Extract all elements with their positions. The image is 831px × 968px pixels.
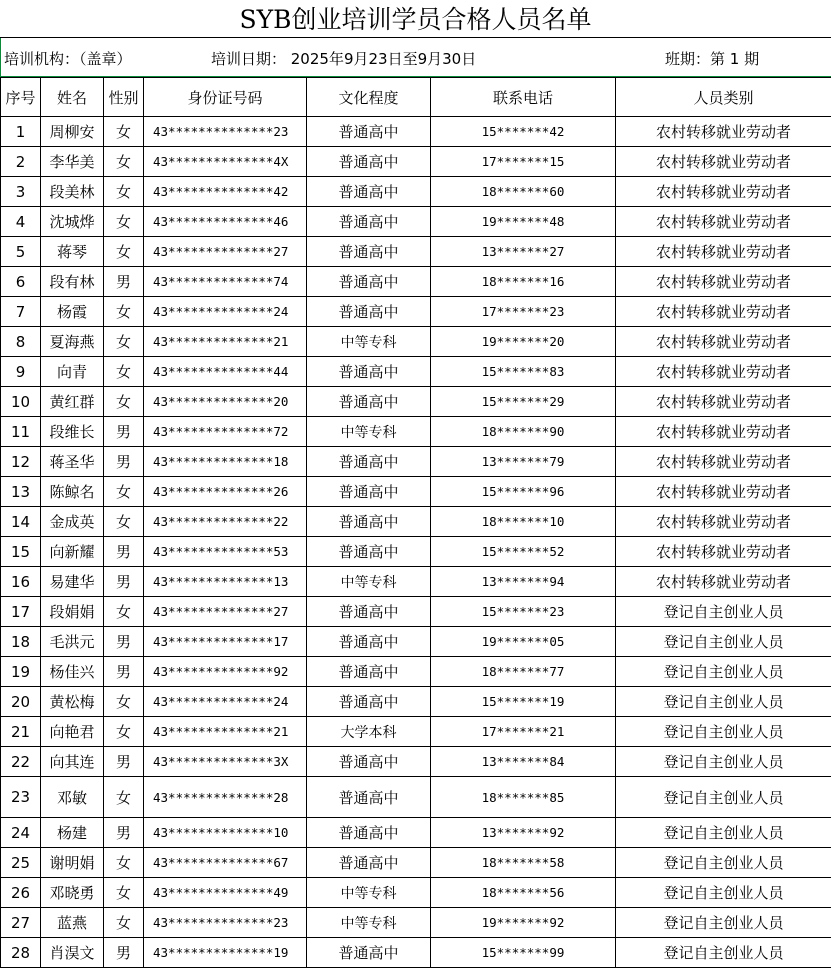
table-row [1,237,831,267]
table-row [1,777,831,818]
cell-no[interactable]: 20 [1,687,41,717]
class-period: 班期：第 1 期 [665,48,759,69]
cell-no[interactable]: 12 [1,447,41,477]
cell-id-number[interactable]: 43**************17 [144,627,307,657]
cell-id-number[interactable]: 43**************92 [144,657,307,687]
cell-category[interactable]: 登记自主创业人员 [616,878,831,908]
cell-id-number[interactable]: 43**************49 [144,878,307,908]
table-row [1,177,831,207]
cell-name[interactable]: 金成英 [41,507,104,537]
cell-phone[interactable]: 15*******52 [431,537,616,567]
cell-no[interactable]: 27 [1,908,41,938]
cell-name[interactable]: 沈城烨 [41,207,104,237]
cell-no[interactable]: 18 [1,627,41,657]
cell-category[interactable]: 农村转移就业劳动者 [616,297,831,327]
header-row [1,78,831,117]
table-row [1,417,831,447]
cell-phone[interactable]: 15*******83 [431,357,616,387]
cell-no[interactable]: 28 [1,938,41,968]
cell-gender[interactable]: 女 [104,848,144,878]
table-row [1,477,831,507]
cell-name[interactable]: 段美林 [41,177,104,207]
cell-id-number[interactable]: 43**************18 [144,447,307,477]
cell-phone[interactable]: 18*******10 [431,507,616,537]
cell-id-number[interactable]: 43**************67 [144,848,307,878]
table-row [1,627,831,657]
cell-phone[interactable]: 18*******77 [431,657,616,687]
cell-category[interactable]: 农村转移就业劳动者 [616,507,831,537]
cell-no[interactable]: 21 [1,717,41,747]
cell-gender[interactable]: 女 [104,237,144,267]
cell-name[interactable]: 夏海燕 [41,327,104,357]
cell-gender[interactable]: 男 [104,818,144,848]
header-no[interactable]: 序号 [1,78,41,117]
cell-education[interactable]: 普通高中 [307,657,431,687]
cell-name[interactable]: 杨霞 [41,297,104,327]
table-row [1,507,831,537]
cell-gender[interactable]: 女 [104,117,144,147]
cell-education[interactable]: 中等专科 [307,878,431,908]
table-row [1,117,831,147]
cell-gender[interactable]: 女 [104,177,144,207]
cell-no[interactable]: 26 [1,878,41,908]
cell-category[interactable]: 登记自主创业人员 [616,747,831,777]
cell-phone[interactable]: 19*******92 [431,908,616,938]
cell-phone[interactable]: 15*******29 [431,387,616,417]
cell-phone[interactable]: 18*******56 [431,878,616,908]
cell-id-number[interactable]: 43**************72 [144,417,307,447]
table-row [1,447,831,477]
cell-category[interactable]: 农村转移就业劳动者 [616,327,831,357]
cell-no[interactable]: 5 [1,237,41,267]
cell-education[interactable]: 普通高中 [307,147,431,177]
cell-id-number[interactable]: 43**************42 [144,177,307,207]
table-row [1,848,831,878]
cell-no[interactable]: 6 [1,267,41,297]
cell-no[interactable]: 4 [1,207,41,237]
cell-education[interactable]: 普通高中 [307,117,431,147]
cell-education[interactable]: 普通高中 [307,537,431,567]
cell-education[interactable]: 普通高中 [307,777,431,818]
cell-gender[interactable]: 女 [104,507,144,537]
cell-no[interactable]: 16 [1,567,41,597]
cell-education[interactable]: 普通高中 [307,177,431,207]
cell-phone[interactable]: 17*******15 [431,147,616,177]
cell-category[interactable]: 农村转移就业劳动者 [616,447,831,477]
header-phone[interactable]: 联系电话 [431,78,616,117]
cell-name[interactable]: 段维长 [41,417,104,447]
cell-gender[interactable]: 女 [104,207,144,237]
cell-education[interactable]: 普通高中 [307,848,431,878]
cell-phone[interactable]: 13*******92 [431,818,616,848]
cell-gender[interactable]: 男 [104,567,144,597]
cell-category[interactable]: 登记自主创业人员 [616,687,831,717]
table-row [1,687,831,717]
cell-education[interactable]: 大学本科 [307,717,431,747]
cell-education[interactable]: 普通高中 [307,818,431,848]
cell-education[interactable]: 普通高中 [307,747,431,777]
cell-gender[interactable]: 女 [104,477,144,507]
cell-name[interactable]: 向新耀 [41,537,104,567]
cell-phone[interactable]: 13*******94 [431,567,616,597]
cell-gender[interactable]: 男 [104,537,144,567]
cell-id-number[interactable]: 43**************26 [144,477,307,507]
cell-no[interactable]: 19 [1,657,41,687]
cell-category[interactable]: 农村转移就业劳动者 [616,117,831,147]
cell-phone[interactable]: 18*******16 [431,267,616,297]
cell-phone[interactable]: 19*******20 [431,327,616,357]
cell-no[interactable]: 22 [1,747,41,777]
header-id[interactable]: 身份证号码 [144,78,307,117]
cell-no[interactable]: 25 [1,848,41,878]
cell-name[interactable]: 段娟娟 [41,597,104,627]
training-date: 培训日期： 2025年9月23日至9月30日 [211,48,476,69]
table-row [1,207,831,237]
cell-name[interactable]: 杨建 [41,818,104,848]
cell-education[interactable]: 普通高中 [307,507,431,537]
cell-category[interactable]: 登记自主创业人员 [616,717,831,747]
cell-phone[interactable]: 13*******79 [431,447,616,477]
cell-phone[interactable]: 19*******48 [431,207,616,237]
header-education[interactable]: 文化程度 [307,78,431,117]
cell-category[interactable]: 农村转移就业劳动者 [616,357,831,387]
cell-education[interactable]: 普通高中 [307,237,431,267]
cell-name[interactable]: 段有林 [41,267,104,297]
table-row [1,657,831,687]
cell-id-number[interactable]: 43**************23 [144,117,307,147]
cell-name[interactable]: 邓敏 [41,777,104,818]
cell-education[interactable]: 普通高中 [307,357,431,387]
cell-no[interactable]: 14 [1,507,41,537]
cell-id-number[interactable]: 43**************21 [144,717,307,747]
table-row [1,908,831,938]
cell-id-number[interactable]: 43**************24 [144,297,307,327]
cell-education[interactable]: 普通高中 [307,627,431,657]
table-row [1,597,831,627]
cell-gender[interactable]: 女 [104,717,144,747]
cell-no[interactable]: 7 [1,297,41,327]
cell-id-number[interactable]: 43**************20 [144,387,307,417]
cell-education[interactable]: 普通高中 [307,447,431,477]
cell-id-number[interactable]: 43**************23 [144,908,307,938]
cell-gender[interactable]: 女 [104,297,144,327]
cell-phone[interactable]: 18*******58 [431,848,616,878]
cell-name[interactable]: 毛洪元 [41,627,104,657]
cell-id-number[interactable]: 43**************13 [144,567,307,597]
cell-category[interactable]: 登记自主创业人员 [616,818,831,848]
cell-id-number[interactable]: 43**************28 [144,777,307,818]
cell-no[interactable]: 23 [1,777,41,818]
cell-category[interactable]: 农村转移就业劳动者 [616,177,831,207]
cell-category[interactable]: 农村转移就业劳动者 [616,417,831,447]
cell-gender[interactable]: 女 [104,908,144,938]
cell-category[interactable]: 农村转移就业劳动者 [616,147,831,177]
cell-name[interactable]: 邓晓勇 [41,878,104,908]
cell-category[interactable]: 农村转移就业劳动者 [616,567,831,597]
cell-category[interactable]: 农村转移就业劳动者 [616,237,831,267]
cell-name[interactable]: 易建华 [41,567,104,597]
cell-category[interactable]: 农村转移就业劳动者 [616,477,831,507]
cell-education[interactable]: 普通高中 [307,267,431,297]
cell-id-number[interactable]: 43**************21 [144,327,307,357]
cell-gender[interactable]: 男 [104,747,144,777]
cell-category[interactable]: 登记自主创业人员 [616,908,831,938]
cell-gender[interactable]: 男 [104,267,144,297]
cell-no[interactable]: 17 [1,597,41,627]
cell-name[interactable]: 周柳安 [41,117,104,147]
cell-education[interactable]: 普通高中 [307,207,431,237]
header-gender[interactable]: 性别 [104,78,144,117]
cell-no[interactable]: 13 [1,477,41,507]
cell-gender[interactable]: 男 [104,447,144,477]
cell-id-number[interactable]: 43**************4X [144,147,307,177]
cell-phone[interactable]: 15*******23 [431,597,616,627]
cell-category[interactable]: 登记自主创业人员 [616,938,831,968]
cell-gender[interactable]: 男 [104,657,144,687]
cell-name[interactable]: 蒋琴 [41,237,104,267]
cell-no[interactable]: 1 [1,117,41,147]
cell-category[interactable]: 农村转移就业劳动者 [616,387,831,417]
table-row [1,147,831,177]
cell-id-number[interactable]: 43**************44 [144,357,307,387]
header-name[interactable]: 姓名 [41,78,104,117]
cell-education[interactable]: 普通高中 [307,477,431,507]
table-row [1,537,831,567]
cell-phone[interactable]: 13*******84 [431,747,616,777]
cell-name[interactable]: 杨佳兴 [41,657,104,687]
table-row [1,878,831,908]
training-org: 培训机构：（盖章） [4,48,132,69]
cell-category[interactable]: 登记自主创业人员 [616,627,831,657]
cell-education[interactable]: 普通高中 [307,687,431,717]
cell-phone[interactable]: 15*******19 [431,687,616,717]
cell-gender[interactable]: 女 [104,327,144,357]
cell-phone[interactable]: 17*******23 [431,297,616,327]
cell-id-number[interactable]: 43**************19 [144,938,307,968]
page-title: SYB创业培训学员合格人员名单 [0,0,831,37]
cell-gender[interactable]: 男 [104,938,144,968]
cell-gender[interactable]: 女 [104,147,144,177]
table-row [1,938,831,968]
cell-id-number[interactable]: 43**************46 [144,207,307,237]
cell-gender[interactable]: 女 [104,878,144,908]
cell-name[interactable]: 黄红群 [41,387,104,417]
table-row [1,297,831,327]
cell-education[interactable]: 普通高中 [307,597,431,627]
cell-name[interactable]: 李华美 [41,147,104,177]
cell-no[interactable]: 8 [1,327,41,357]
cell-category[interactable]: 登记自主创业人员 [616,657,831,687]
cell-name[interactable]: 谢明娟 [41,848,104,878]
cell-gender[interactable]: 女 [104,597,144,627]
cell-category[interactable]: 登记自主创业人员 [616,777,831,818]
cell-name[interactable]: 向艳君 [41,717,104,747]
cell-education[interactable]: 中等专科 [307,327,431,357]
cell-category[interactable]: 农村转移就业劳动者 [616,267,831,297]
cell-education[interactable]: 普通高中 [307,938,431,968]
cell-education[interactable]: 中等专科 [307,908,431,938]
cell-gender[interactable]: 女 [104,777,144,818]
cell-no[interactable]: 3 [1,177,41,207]
cell-phone[interactable]: 15*******42 [431,117,616,147]
table-row [1,747,831,777]
table-row [1,567,831,597]
cell-phone[interactable]: 13*******27 [431,237,616,267]
cell-gender[interactable]: 男 [104,627,144,657]
cell-no[interactable]: 15 [1,537,41,567]
table-row [1,267,831,297]
cell-id-number[interactable]: 43**************27 [144,597,307,627]
cell-education[interactable]: 中等专科 [307,567,431,597]
cell-name[interactable]: 向青 [41,357,104,387]
info-row [0,37,831,77]
table-row [1,327,831,357]
cell-id-number[interactable]: 43**************24 [144,687,307,717]
cell-phone[interactable]: 18*******85 [431,777,616,818]
trainee-table [0,77,831,968]
cell-category[interactable]: 登记自主创业人员 [616,597,831,627]
cell-id-number[interactable]: 43**************10 [144,818,307,848]
cell-phone[interactable]: 15*******96 [431,477,616,507]
table-row [1,357,831,387]
cell-gender[interactable]: 女 [104,387,144,417]
header-category[interactable]: 人员类别 [616,78,831,117]
cell-phone[interactable]: 17*******21 [431,717,616,747]
cell-gender[interactable]: 女 [104,687,144,717]
cell-no[interactable]: 9 [1,357,41,387]
cell-name[interactable]: 黄松梅 [41,687,104,717]
cell-name[interactable]: 肖淏文 [41,938,104,968]
cell-phone[interactable]: 15*******99 [431,938,616,968]
cell-id-number[interactable]: 43**************3X [144,747,307,777]
cell-name[interactable]: 向其连 [41,747,104,777]
table-row [1,387,831,417]
selection-border [0,38,1,78]
cell-name[interactable]: 蒋圣华 [41,447,104,477]
cell-phone[interactable]: 19*******05 [431,627,616,657]
cell-no[interactable]: 11 [1,417,41,447]
cell-no[interactable]: 10 [1,387,41,417]
cell-no[interactable]: 24 [1,818,41,848]
cell-id-number[interactable]: 43**************74 [144,267,307,297]
cell-category[interactable]: 农村转移就业劳动者 [616,537,831,567]
cell-phone[interactable]: 18*******90 [431,417,616,447]
cell-id-number[interactable]: 43**************27 [144,237,307,267]
cell-education[interactable]: 普通高中 [307,297,431,327]
cell-id-number[interactable]: 43**************22 [144,507,307,537]
cell-id-number[interactable]: 43**************53 [144,537,307,567]
cell-name[interactable]: 蓝燕 [41,908,104,938]
cell-education[interactable]: 中等专科 [307,417,431,447]
cell-name[interactable]: 陈鲸名 [41,477,104,507]
cell-no[interactable]: 2 [1,147,41,177]
table-row [1,818,831,848]
table-row [1,717,831,747]
cell-phone[interactable]: 18*******60 [431,177,616,207]
cell-category[interactable]: 登记自主创业人员 [616,848,831,878]
cell-education[interactable]: 普通高中 [307,387,431,417]
cell-gender[interactable]: 男 [104,417,144,447]
cell-category[interactable]: 农村转移就业劳动者 [616,207,831,237]
cell-gender[interactable]: 女 [104,357,144,387]
